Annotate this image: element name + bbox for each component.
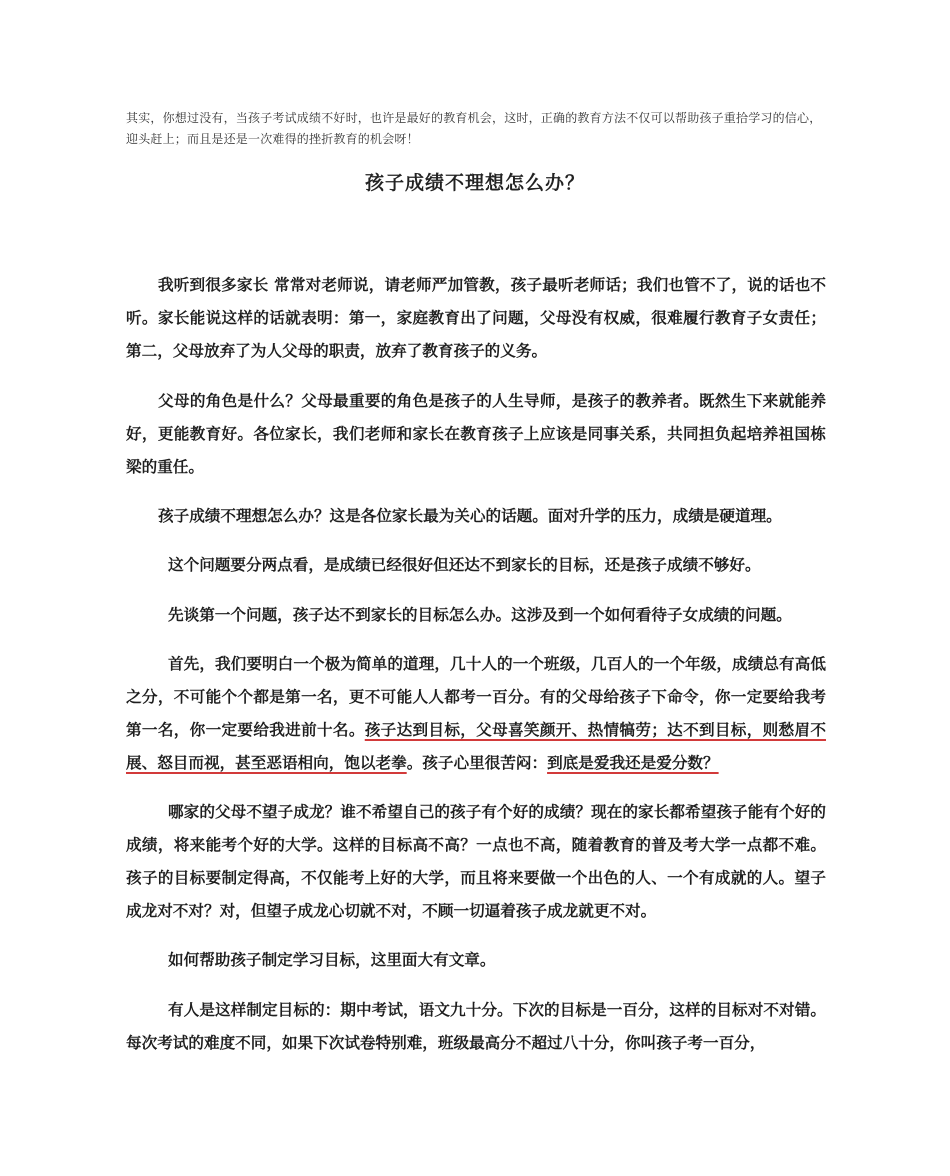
paragraph-1: 我听到很多家长 常常对老师说，请老师严加管教，孩子最听老师话；我们也管不了，说的话也不听。家长能说这样的话就表明：第一，家庭教育出了问题，父母没有权威，很难履行教育子女责任；第二，父母放弃了为人父母的职责，放弃了教育孩子的义务。: [126, 275, 826, 360]
paragraph-6-text: 首先，我们要明白一个极为简单的道理，几十人的一个班级，几百人的一个年级，成绩总有高低之分，不可能个个都是第一名，更不可能人人都考一百分。有的父母给孩子下命令，你一定要给我考第一名，你一定要给我进前十名。: [126, 654, 826, 739]
paragraph-4: 这个问题要分两点看，是成绩已经很好但还达不到家长的目标，还是孩子成绩不够好。: [168, 555, 761, 574]
underlined-highlight: 孩子达到目标，父母喜笑颜开、热情犒劳；达不到目标，则愁眉不展、怒目而视，甚至恶语相向，饱以老拳: [126, 720, 826, 772]
page-title: 孩子成绩不理想怎么办？: [364, 172, 585, 194]
paragraph-2: 父母的角色是什么？父母最重要的角色是孩子的人生导师，是孩子的教养者。既然生下来就能养好，更能教育好。各位家长，我们老师和家长在教育孩子上应该是同事关系，共同担负起培养祖国栋梁的重任。: [126, 391, 826, 476]
underlined-question: 到底是爱我还是爱分数？: [547, 753, 719, 772]
paragraph-6-text-2: 。孩子心里很苦闷：: [406, 753, 548, 772]
intro-text: 其实，你想过没有，当孩子考试成绩不好时，也许是最好的教育机会，这时，正确的教育方法不仅可以帮助孩子重拾学习的信心，迎头赶上；而且是还是一次难得的挫折教育的机会呀！: [126, 111, 822, 146]
paragraph-8: 如何帮助孩子制定学习目标，这里面大有文章。: [168, 950, 496, 969]
paragraph-6: [126, 647, 826, 779]
paragraph-7: 哪家的父母不望子成龙？谁不希望自己的孩子有个好的成绩？现在的家长都希望孩子能有个好的成绩，将来能考个好的大学。这样的目标高不高？一点也不高，随着教育的普及考大学一点都不难。孩子的目标要制定得高，不仅能考上好的大学，而且将来要做一个出色的人、一个有成就的人。望子成龙对不对？对，但望子成龙心切就不对，不顾一切逼着孩子成龙就更不对。: [126, 802, 826, 920]
paragraph-5: 先谈第一个问题，孩子达不到家长的目标怎么办。这涉及到一个如何看待子女成绩的问题。: [168, 605, 792, 624]
paragraph-3: 孩子成绩不理想怎么办？这是各位家长最为关心的话题。面对升学的压力，成绩是硬道理。: [158, 506, 782, 525]
paragraph-9: 有人是这样制定目标的：期中考试，语文九十分。下次的目标是一百分，这样的目标对不对错。每次考试的难度不同，如果下次试卷特别难，班级最高分不超过八十分，你叫孩子考一百分，: [126, 1000, 826, 1052]
